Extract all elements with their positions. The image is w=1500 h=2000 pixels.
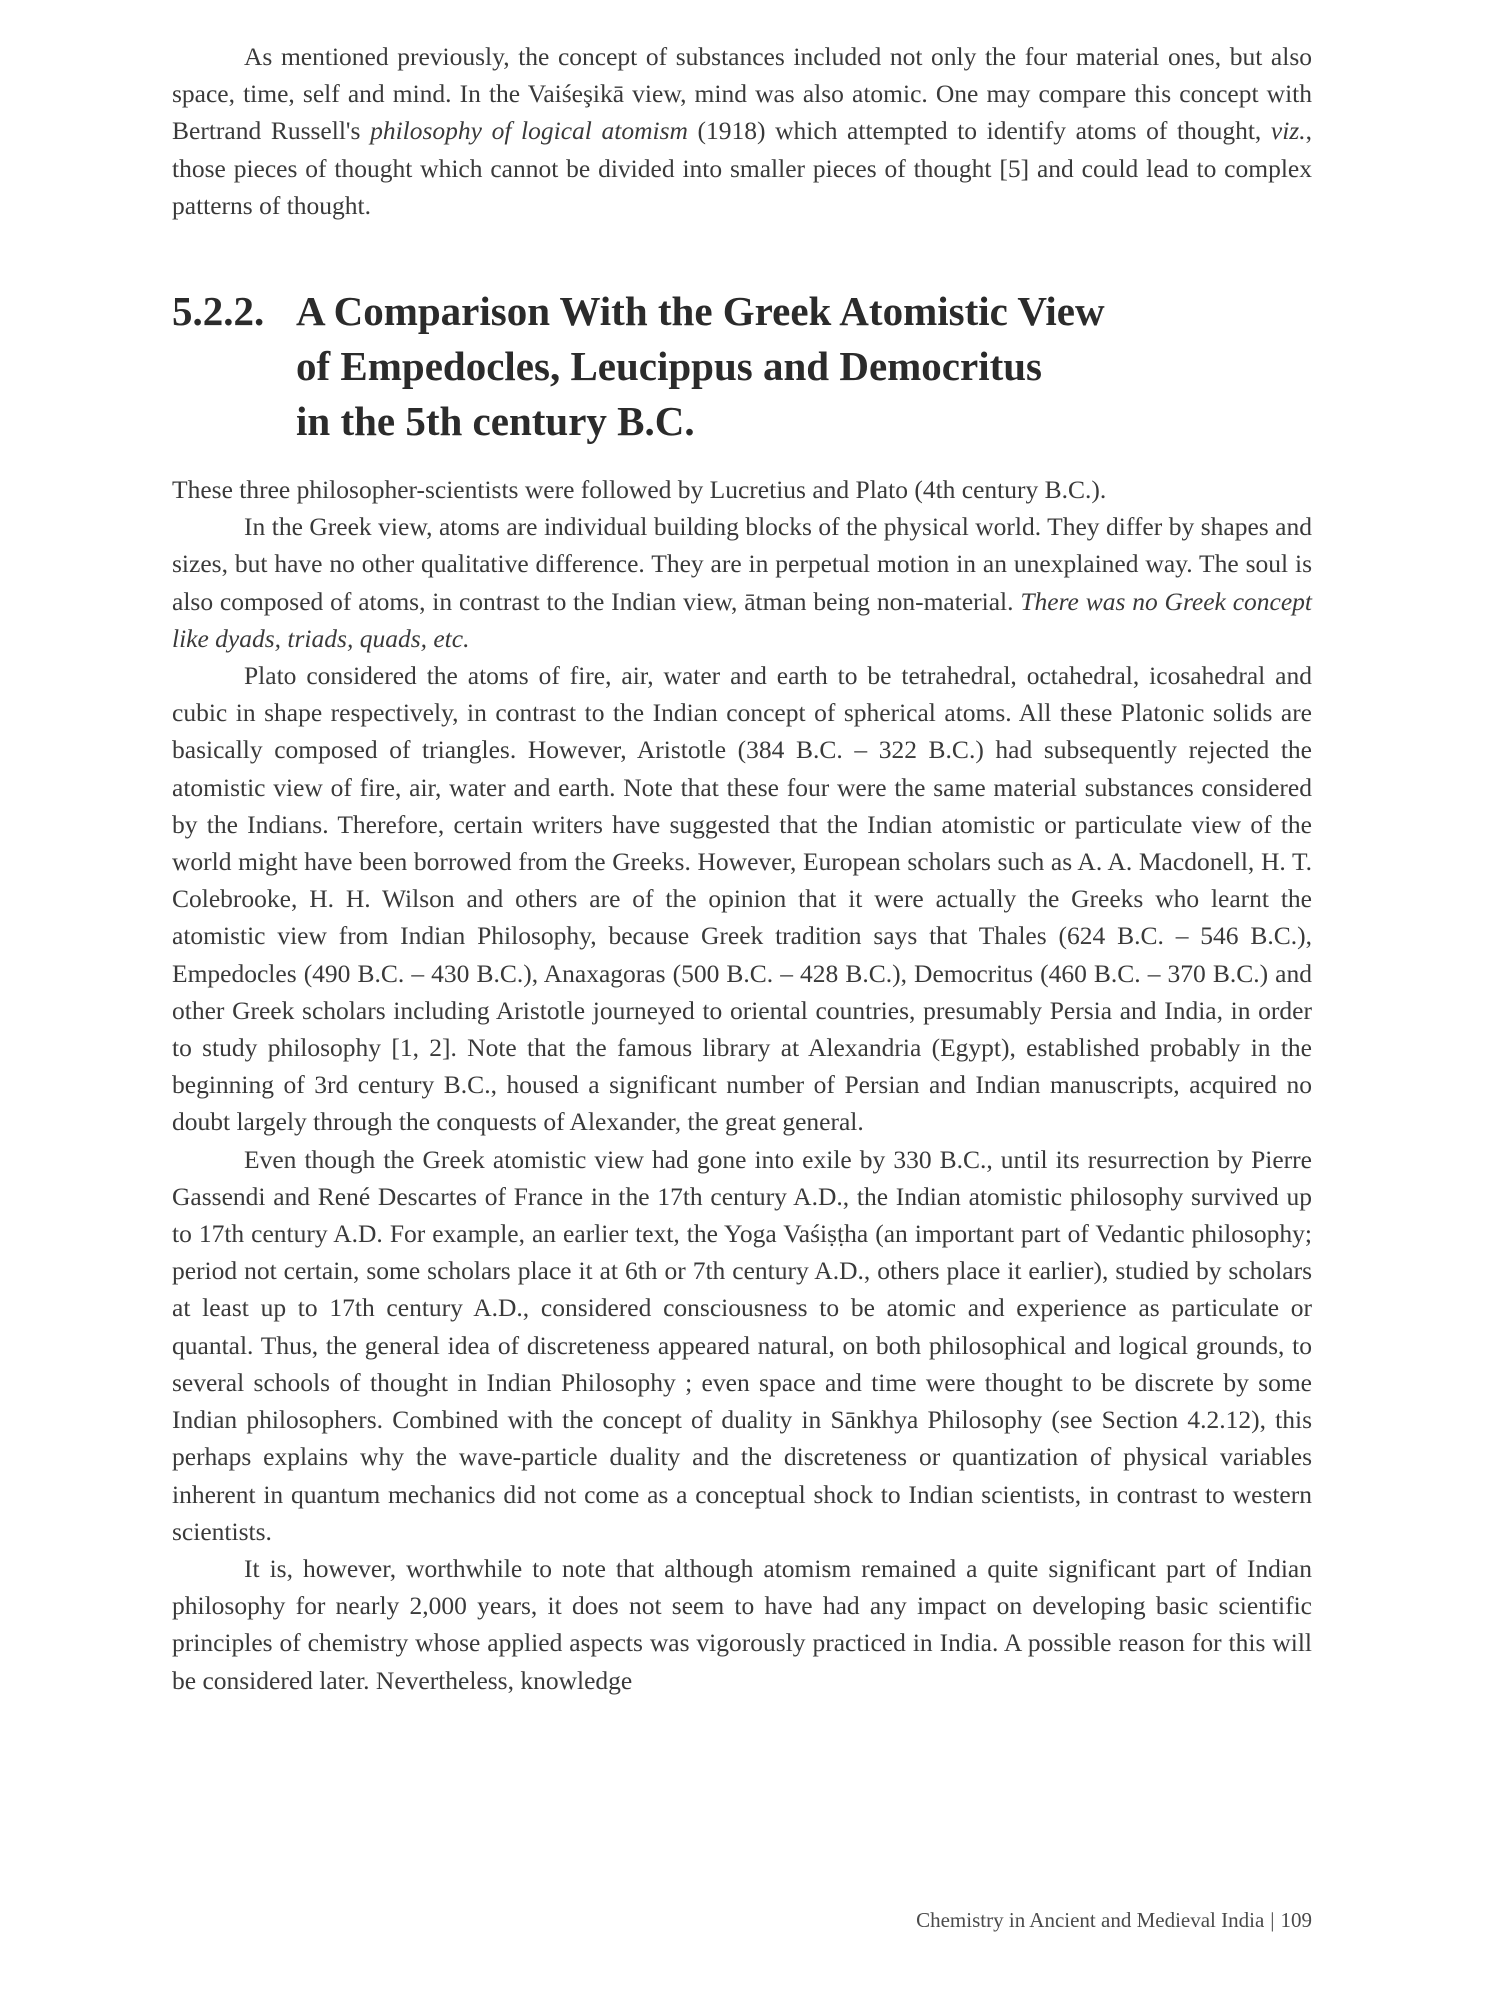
section-title-line-3: in the 5th century B.C. xyxy=(296,398,695,445)
body-paragraph-2: Plato considered the atoms of fire, air, water and earth to be tetrahedral, octahedral, icosahedral and cubic in shape respectively, in contrast to the Indian concept of spherical atoms. All these Platonic solids are basically composed of triangles. However, Aristotle (384 B.C. – 322 B.C.) had subsequently rejected the atomistic view of fire, air, water and earth. Note that these four were the same material substances considered by the Indians. Therefore, certain writers have suggested that the Indian atomistic or particulate view of the world might have been borrowed from the Greeks. However, European scholars such as A. A. Macdonell, H. T. Colebrooke, H. H. Wilson and others are of the opinion that it were actually the Greeks who learnt the atomistic view from Indian Philosophy, because Greek tradition says that Thales (624 B.C. – 546 B.C.), Empedocles (490 B.C. – 430 B.C.), Anaxagoras (500 B.C. – 428 B.C.), Democritus (460 B.C. – 370 B.C.) and other Greek scholars including Aristotle journeyed to oriental countries, presumably Persia and India, in order to study philosophy [1, 2]. Note that the famous library at Alexandria (Egypt), established probably in the beginning of 3rd century B.C., housed a significant number of Persian and Indian manuscripts, acquired no doubt largely through the conquests of Alexander, the great general. xyxy=(172,661,1312,1137)
page-footer xyxy=(916,1908,1312,1933)
section-title-line-2: of Empedocles, Leucippus and Democritus xyxy=(296,343,1043,390)
page-number: 109 xyxy=(1280,1908,1312,1932)
section-heading xyxy=(172,284,1312,449)
intro-italic-2: viz. xyxy=(1270,116,1306,146)
intro-italic-1: philosophy of logical atomism xyxy=(370,116,688,146)
intro-text-3: , those pieces of thought which cannot be divided into smaller pieces of thought [5] and could lead to complex patterns of thought. xyxy=(172,116,1312,220)
page-content xyxy=(172,38,1312,1699)
body-paragraph-4: It is, however, worthwhile to note that although atomism remained a quite significant part of Indian philosophy for nearly 2,000 years, it does not seem to have had any impact on developing basic scientific principles of chemistry whose applied aspects was vigorously practiced in India. A possible reason for this will be considered later. Nevertheless, knowledge xyxy=(172,1553,1312,1695)
body-paragraph-0: These three philosopher-scientists were followed by Lucretius and Plato (4th century B.C.). xyxy=(172,475,1107,505)
intro-text-2: (1918) which attempted to identify atoms of thought, xyxy=(687,116,1271,146)
footer-separator: | xyxy=(1270,1908,1275,1932)
body-paragraph-1-italic: There was no Greek concept like dyads, triads, quads, etc. xyxy=(172,586,1312,653)
footer-book-title: Chemistry in Ancient and Medieval India xyxy=(916,1908,1265,1932)
body-paragraph-1 xyxy=(172,508,1312,657)
section-number: 5.2.2. xyxy=(172,288,265,335)
intro-text-1: As mentioned previously, the concept of substances included not only the four material ones, but also space, time, self and mind. In the Vaiśeşikā view, mind was also atomic. One may compare this concept with Bertrand Russell's xyxy=(172,42,1312,146)
section-title xyxy=(296,284,1312,449)
section-title-line-1: A Comparison With the Greek Atomistic View xyxy=(296,288,1105,335)
body-paragraph-3: Even though the Greek atomistic view had gone into exile by 330 B.C., until its resurrection by Pierre Gassendi and René Descartes of France in the 17th century A.D., the Indian atomistic philosophy survived up to 17th century A.D. For example, an earlier text, the Yoga Vaśiṣṭha (an important part of Vedantic philosophy; period not certain, some scholars place it at 6th or 7th century A.D., others place it earlier), studied by scholars at least up to 17th century A.D., considered consciousness to be atomic and experience as particulate or quantal. Thus, the general idea of discreteness appeared natural, on both philosophical and logical grounds, to several schools of thought in Indian Philosophy ; even space and time were thought to be discrete by some Indian philosophers. Combined with the concept of duality in Sānkhya Philosophy (see Section 4.2.12), this perhaps explains why the wave-particle duality and the discreteness or quantization of physical variables inherent in quantum mechanics did not come as a conceptual shock to Indian scientists, in contrast to western scientists. xyxy=(172,1144,1312,1546)
intro-paragraph xyxy=(172,38,1312,224)
body-paragraph-1-text: In the Greek view, atoms are individual building blocks of the physical world. They differ by shapes and sizes, but have no other qualitative difference. They are in perpetual motion in an unexplained way. The soul is also composed of atoms, in contrast to the Indian view, ātman being non-material. xyxy=(172,512,1312,616)
